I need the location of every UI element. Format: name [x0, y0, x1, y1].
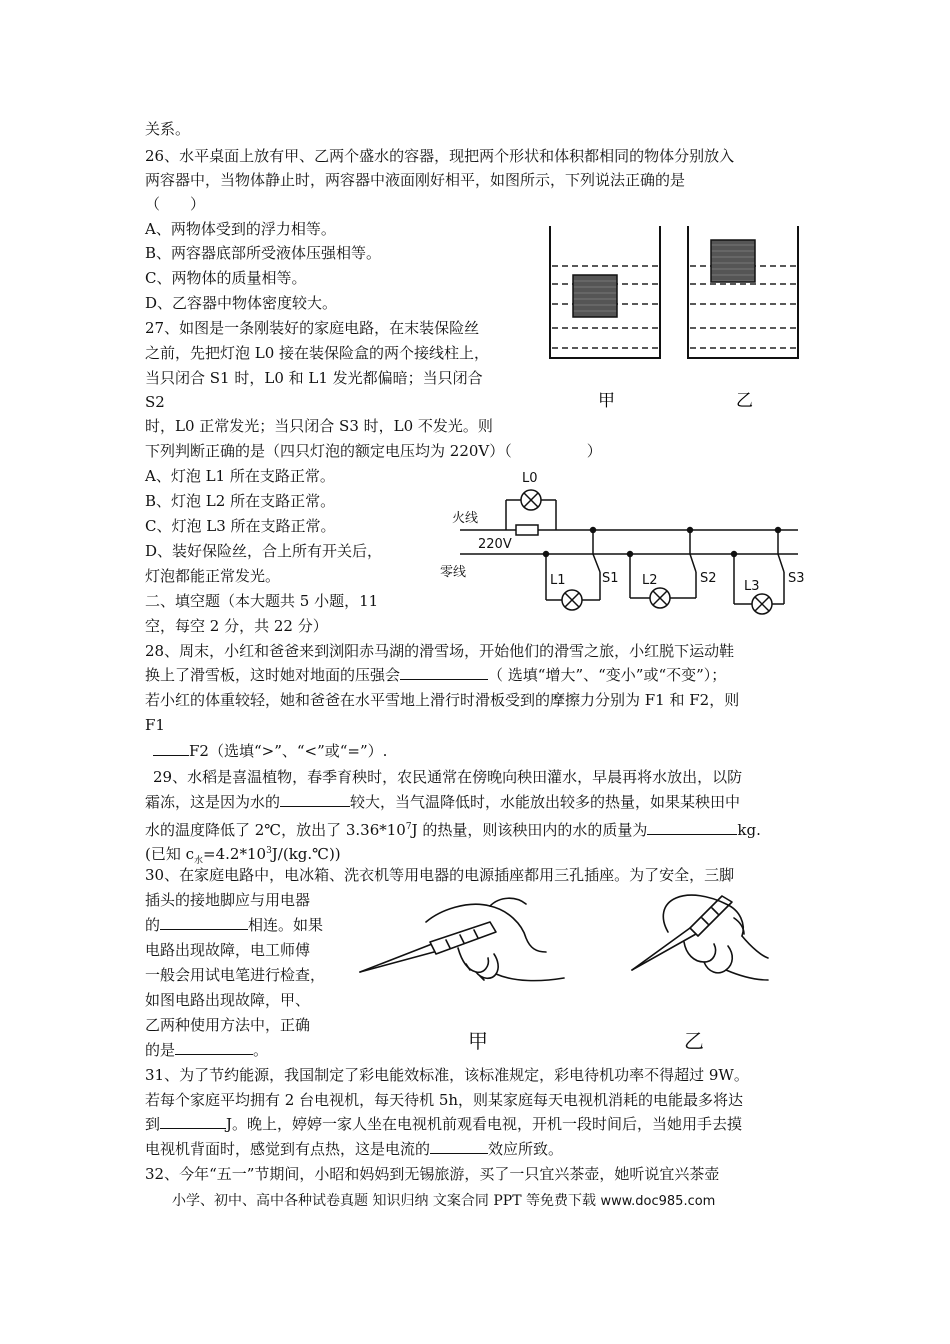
question-32-title: 32、今年“五一”节期间，小昭和妈妈到无锡旅游，买了一只宜兴茶壶，她听说宜兴茶壶: [145, 1165, 720, 1183]
text-fragment: J。晚上，婷婷一家人坐在电视机前观看电视，开机一段时间后，当她用手去摸: [226, 1115, 743, 1133]
text-line: 灯泡都能正常发光。: [145, 567, 281, 585]
text-line: 当只闭合 S1 时，L0 和 L1 发光都偏暗；当只闭合: [145, 369, 483, 387]
question-29-title: 29、水稻是喜温植物，春季育秧时，农民通常在傍晚向秧田灌水，早晨再将水放出，以防: [153, 768, 743, 786]
text-fragment: 效应所致。: [488, 1140, 564, 1158]
lamp-label: L2: [642, 573, 658, 588]
switch-s2: [690, 554, 696, 572]
text-line: [145, 1039, 268, 1061]
text-fragment: 霜冻，这是因为水的: [145, 793, 281, 811]
superscript: 3: [266, 846, 272, 856]
text-line: 关系。: [145, 120, 191, 138]
lamp-label: L3: [744, 579, 760, 594]
answer-blank: [160, 914, 248, 930]
text-fragment: 。: [253, 1041, 269, 1059]
answer-blank: [647, 819, 737, 835]
text-line: [145, 1138, 563, 1160]
text-line: 如图电路出现故障，甲、: [145, 991, 311, 1009]
label-yi: 乙: [684, 1029, 704, 1053]
text-line: F1: [145, 716, 165, 734]
neutral-wire-label: 零线: [440, 565, 467, 580]
text-line: 若每个家庭平均拥有 2 台电视机，每天待机 5h，则某家庭每天电视机消耗的电能最多将达: [145, 1091, 744, 1109]
text-line: 之前，先把灯泡 L0 接在装保险盒的两个接线柱上，: [145, 344, 490, 362]
footer-site-link[interactable]: www.doc985.com: [600, 1194, 716, 1209]
answer-blank: [400, 664, 488, 680]
answer-blank: [430, 1138, 488, 1154]
option-d: D、装好保险丝，合上所有开关后，: [145, 542, 383, 560]
text-line: [145, 664, 726, 686]
answer-blank: [280, 791, 350, 807]
text-line: 若小红的体重较轻，她和爸爸在水平雪地上滑行时滑板受到的摩擦力分别为 F1 和 F2，则: [145, 691, 740, 709]
text-fragment: 换上了滑雪板，这时她对地面的压强会: [145, 666, 401, 684]
text-line: 电路出现故障，电工师傅: [145, 941, 311, 959]
text-line: 时，L0 正常发光；当只闭合 S3 时，L0 不发光。则: [145, 417, 493, 435]
text-fragment: F2（选填“>”、“<”或“=”）.: [189, 742, 388, 760]
option-c: C、灯泡 L3 所在支路正常。: [145, 517, 336, 535]
circuit-figure: [438, 466, 818, 616]
subscript: 水: [194, 856, 204, 866]
text-line: [145, 914, 323, 936]
switch-label: S1: [602, 571, 619, 586]
text-line: [153, 740, 387, 762]
lamp-label: L0: [522, 471, 538, 486]
fuse-box: [516, 525, 538, 535]
text-fragment: 相连。如果: [248, 916, 324, 934]
voltage-label: 220V: [478, 537, 512, 552]
text-fragment: J/(kg.℃)): [271, 845, 341, 863]
text-fragment: 的: [145, 916, 161, 934]
text-line: 一般会用试电笔进行检查，: [145, 966, 326, 984]
text-fragment: (已知 c: [145, 845, 195, 863]
text-line: 两容器中，当物体静止时，两容器中液面刚好相平，如图所示，下列说法正确的是: [145, 171, 686, 189]
question-31-title: 31、为了节约能源，我国制定了彩电能效标准，该标准规定，彩电待机功率不得超过 9W。: [145, 1066, 749, 1084]
text-fragment: kg.: [737, 821, 761, 839]
option-a: A、两物体受到的浮力相等。: [145, 220, 336, 238]
answer-blank: [160, 1113, 226, 1129]
switch-s3: [778, 554, 784, 572]
switch-label: S3: [788, 571, 805, 586]
question-26-title: 26、水平桌面上放有甲、乙两个盛水的容器，现把两个形状和体积都相同的物体分别放入: [145, 147, 735, 165]
lamp-label: L1: [550, 573, 566, 588]
option-b: B、两容器底部所受液体压强相等。: [145, 244, 382, 262]
answer-blank: [153, 740, 189, 756]
section-heading: 二、填空题（本大题共 5 小题，11: [145, 592, 379, 610]
answer-bracket: （ ）: [145, 195, 206, 213]
text-line: [145, 791, 740, 813]
text-fragment: =4.2*10: [203, 845, 267, 863]
text-fragment: J 的热量，则该秧田内的水的质量为: [411, 821, 648, 839]
page-footer: [172, 1190, 715, 1210]
text-line: 插头的接地脚应与用电器: [145, 891, 311, 909]
text-line: S2: [145, 393, 165, 411]
test-pen-figure: [350, 888, 770, 1060]
label-jia: 甲: [598, 391, 615, 411]
option-d: D、乙容器中物体密度较大。: [145, 294, 338, 312]
branch-3: [732, 528, 785, 615]
branch-1: [544, 528, 601, 611]
label-yi: 乙: [736, 391, 753, 411]
text-fragment: 较大，当气温降低时，水能放出较多的热量，如果某秧田中: [350, 793, 741, 811]
switch-s1: [593, 554, 600, 572]
submerged-object: [573, 275, 617, 317]
floating-object: [711, 240, 755, 282]
containers-figure: [540, 218, 810, 418]
text-line: 乙两种使用方法中，正确: [145, 1016, 311, 1034]
question-30-title: 30、在家庭电路中，电冰箱、洗衣机等用电器的电源插座都用三孔插座。为了安全，三脚: [145, 866, 735, 884]
live-wire-label: 火线: [452, 511, 479, 526]
switch-label: S2: [700, 571, 717, 586]
hand-pen-jia: [360, 898, 564, 980]
text-line: 下列判断正确的是（四只灯泡的额定电压均为 220V）（ ）: [145, 442, 602, 460]
superscript: 7: [405, 822, 412, 832]
option-c: C、两物体的质量相等。: [145, 269, 307, 287]
text-fragment: 的是: [145, 1041, 176, 1059]
text-fragment: （ 选填“增大”、“变小”或“不变”）；: [488, 666, 727, 684]
container-jia: [550, 226, 660, 358]
section-heading: 空，每空 2 分，共 22 分）: [145, 617, 328, 635]
footer-text: 小学、初中、高中各种试卷真题 知识归纳 文案合同 PPT 等免费下载: [172, 1193, 596, 1209]
text-line: [145, 816, 761, 841]
hand-pen-yi: [632, 895, 768, 980]
answer-blank: [175, 1039, 253, 1055]
text-fragment: 水的温度降低了 2℃，放出了 3.36*10: [145, 821, 406, 839]
text-fragment: 电视机背面时，感觉到有点热，这是电流的: [145, 1140, 431, 1158]
option-a: A、灯泡 L1 所在支路正常。: [145, 467, 335, 485]
option-b: B、灯泡 L2 所在支路正常。: [145, 492, 336, 510]
question-27-title: 27、如图是一条刚装好的家庭电路，在末装保险丝: [145, 319, 480, 337]
text-line: [145, 1113, 742, 1135]
question-28-title: 28、周末，小红和爸爸来到浏阳赤马湖的滑雪场，开始他们的滑雪之旅，小红脱下运动鞋: [145, 642, 735, 660]
container-yi: [688, 226, 798, 358]
text-fragment: 到: [145, 1115, 161, 1133]
branch-2: [628, 528, 697, 609]
label-jia: 甲: [468, 1029, 488, 1053]
